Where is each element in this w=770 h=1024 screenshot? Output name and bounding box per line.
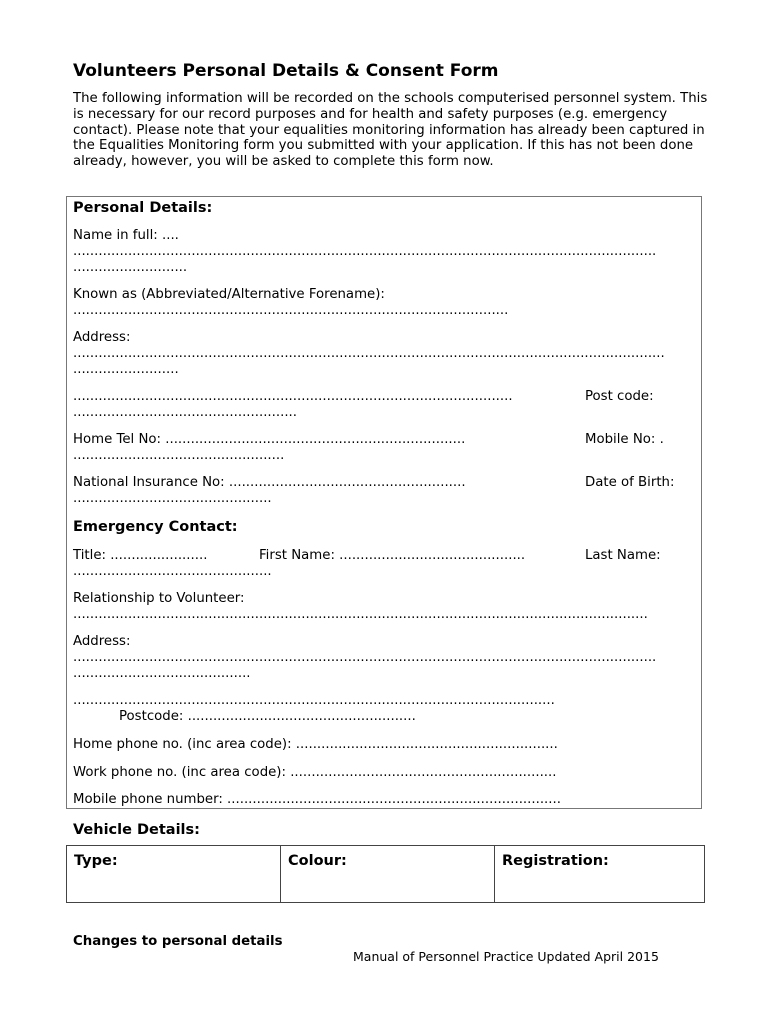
changes-heading: Changes to personal details (73, 934, 283, 949)
known-as-field[interactable]: ....................................................................................................... (73, 303, 509, 318)
vehicle-colour-cell[interactable]: Colour: (281, 846, 495, 903)
emergency-first-name-field[interactable]: First Name: ............................................ (259, 548, 526, 563)
post-code-label: Post code: (585, 389, 654, 404)
relationship-field[interactable]: ........................................................................................................................................ (73, 607, 648, 622)
name-in-full-field[interactable]: .......................................................................................................................................... (73, 244, 657, 259)
post-code-field[interactable]: ..................................................... (73, 405, 298, 420)
emergency-address-field-line-1-continued[interactable]: .......................................... (73, 666, 251, 681)
emergency-address-label: Address: (73, 634, 131, 649)
vehicle-details-heading: Vehicle Details: (73, 822, 200, 838)
emergency-last-name-label: Last Name: (585, 548, 661, 563)
footer-text: Manual of Personnel Practice Updated April 2015 (353, 949, 659, 964)
home-phone-field[interactable]: Home phone no. (inc area code): .............................................................. (73, 737, 558, 752)
personal-details-heading: Personal Details: (73, 200, 213, 216)
address-field-line-1[interactable]: ............................................................................................................................................ (73, 346, 665, 361)
name-in-full-label: Name in full: .... (73, 228, 179, 243)
date-of-birth-field[interactable]: ............................................... (73, 491, 272, 506)
vehicle-type-cell[interactable]: Type: (67, 846, 281, 903)
name-in-full-field-continued[interactable]: ........................... (73, 260, 188, 275)
emergency-postcode-field[interactable]: Postcode: ...................................................... (119, 709, 416, 724)
vehicle-details-table (66, 845, 705, 903)
page-title: Volunteers Personal Details & Consent Form (73, 61, 499, 81)
date-of-birth-label: Date of Birth: (585, 475, 675, 490)
emergency-last-name-field[interactable]: ............................................... (73, 564, 272, 579)
emergency-address-field-line-2[interactable]: .................................................................................................................. (73, 693, 555, 708)
emergency-address-field-line-1[interactable]: .......................................................................................................................................... (73, 650, 657, 665)
mobile-no-field[interactable]: .................................................. (73, 448, 285, 463)
work-phone-field[interactable]: Work phone no. (inc area code): ............................................................... (73, 765, 557, 780)
address-label: Address: (73, 330, 131, 345)
address-field-line-1-continued[interactable]: ......................... (73, 362, 179, 377)
address-field-line-2[interactable]: ........................................................................................................ (73, 389, 513, 404)
known-as-label: Known as (Abbreviated/Alternative Forename): (73, 287, 385, 302)
relationship-label: Relationship to Volunteer: (73, 591, 245, 606)
mobile-no-label: Mobile No: . (585, 432, 664, 447)
table-row (67, 846, 705, 903)
emergency-title-field[interactable]: Title: ....................... (73, 548, 208, 563)
national-insurance-field[interactable]: National Insurance No: ........................................................ (73, 475, 466, 490)
vehicle-registration-cell[interactable]: Registration: (495, 846, 705, 903)
mobile-phone-field[interactable]: Mobile phone number: ............................................................................... (73, 792, 561, 807)
home-tel-field[interactable]: Home Tel No: ....................................................................... (73, 432, 466, 447)
emergency-contact-heading: Emergency Contact: (73, 519, 238, 535)
intro-paragraph: The following information will be recorded on the schools computerised personnel system. This is necessary for our record purposes and for health and safety purposes (e.g. emergency contact). Please note that your equalities monitoring information has already been captured in the Equalities Monitoring form you submitted with your application. If this has not been done already, however, you will be asked to complete this form now. (73, 91, 708, 170)
